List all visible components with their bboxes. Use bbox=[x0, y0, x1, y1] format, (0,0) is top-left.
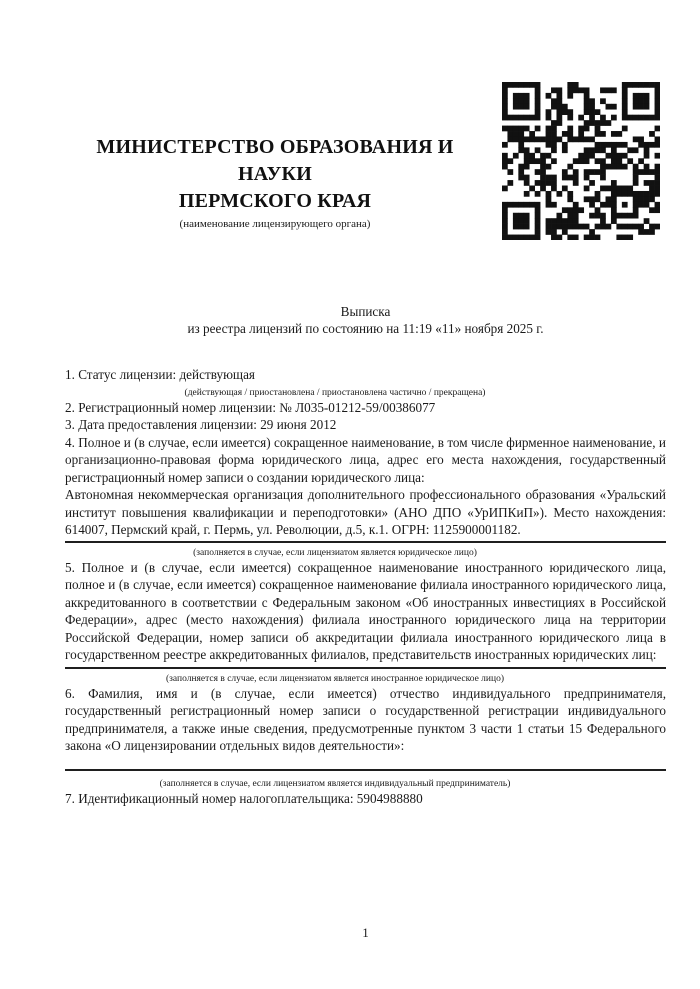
document-title bbox=[65, 303, 666, 337]
document-title-line1: Выписка bbox=[340, 304, 391, 319]
section-5-rule bbox=[65, 667, 666, 669]
document-body bbox=[65, 366, 666, 807]
section-4-rule bbox=[65, 541, 666, 543]
page-number: 1 bbox=[362, 925, 369, 940]
section-6-prompt: 6. Фамилия, имя и (в случае, если имеется) отчество индивидуального предпринимателя, государственный регистрационный номер записи о государственной регистрации индивидуального предпринимателя, а также иные сведения, предусмотренные пунктом 3 части 1 статьи 15 Федерального закона «О лицензировании отдельных видов деятельности»: bbox=[65, 685, 666, 753]
section-1-license-status: 1. Статус лицензии: действующая bbox=[65, 367, 256, 382]
section-6-caption: (заполняется в случае, если лицензиатом является индивидуальный предприниматель) bbox=[159, 778, 511, 789]
section-4-prompt: 4. Полное и (в случае, если имеется) сокращенное наименование, в том числе фирменное наименование, и организационно-правовая форма юридического лица, адрес его места нахождения, государственный регистрационный номер записи о создании юридического лица: bbox=[65, 434, 666, 485]
section-2-registration-number: 2. Регистрационный номер лицензии: № Л035-01212-59/00386077 bbox=[65, 399, 436, 415]
section-5-caption: (заполняется в случае, если лицензиатом является иностранное юридическое лицо) bbox=[166, 673, 504, 684]
document-title-line2: из реестра лицензий по состоянию на 11:19 «11» ноября 2025 г. bbox=[187, 321, 544, 336]
licensing-authority-caption: (наименование лицензирующего органа) bbox=[179, 218, 371, 230]
qr-code-image bbox=[502, 82, 660, 240]
licensing-authority-header bbox=[65, 134, 485, 231]
section-1-caption: (действующая / приостановлена / приостановлена частично / прекращена) bbox=[184, 387, 486, 398]
section-5-prompt: 5. Полное и (в случае, если имеется) сокращенное наименование иностранного юридического лица, полное и (в случае, если имеется) сокращенное наименование филиала иностранного юридического лица, аккредитованного в соответствии с Федеральным законом «Об иностранных инвестициях в Российской Федерации», адрес (место нахождения) филиала иностранного юридического лица на территории Российской Федерации, номер записи об аккредитации филиала иностранного юридического лица в государственном реестре аккредитованных филиалов, представительств иностранных юридических лиц: bbox=[65, 559, 666, 662]
section-3-grant-date: 3. Дата предоставления лицензии: 29 июня 2012 bbox=[65, 417, 337, 432]
section-7-taxpayer-number: 7. Идентификационный номер налогоплательщика: 5904988880 bbox=[65, 790, 423, 806]
section-4-caption: (заполняется в случае, если лицензиатом является юридическое лицо) bbox=[193, 547, 477, 558]
ministry-name-line2: ПЕРМСКОГО КРАЯ bbox=[178, 190, 372, 212]
ministry-name-line1: МИНИСТЕРСТВО ОБРАЗОВАНИЯ И НАУКИ bbox=[96, 136, 454, 185]
section-4-licensee-value: Автономная некоммерческая организация дополнительного профессионального образования «Уральский институт повышения квалификации и переподготовки» (АНО ДПО «УрИПКиП»). Место нахождения: 614007, Пермский край, г. Пермь, ул. Революции, д.5, к.1. ОГРН: 1125900001182. bbox=[65, 487, 666, 537]
qr-code bbox=[502, 82, 660, 240]
section-6-rule bbox=[65, 769, 666, 771]
